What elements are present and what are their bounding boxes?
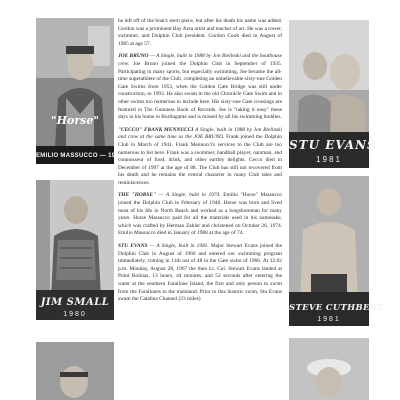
portrait-photo [36,18,123,164]
photo-horse-massucco [36,18,123,164]
article-text-column [118,18,282,309]
entry-meta: — A Single, built in 1974. [155,192,221,199]
entry-body: Frank joined the Dolphin Club in March of 1941. Frank Mennucci's services to the Club are too numerous to list here. Frank was a swimmer, handball player, oarsman, and connoisseur of food, drink, and other earthly delights. Cecco died in December of 1997 at the age of 88. The Club has still not recovered from his death and he remains the central character in many Club tales and reminiscences. [118,134,282,186]
photo-script-label: "Horse" [50,114,100,127]
entry-horse [118,192,282,238]
photo-year: 1980 [63,311,87,318]
entry-title: THE "HORSE" [118,192,156,199]
entry-title: JOE BRUNO [118,53,149,60]
photo-caption: STEVE CUTHBERT [289,303,384,313]
photo-bottom-right [289,338,369,400]
photo-stu-evans-top [289,20,377,168]
entry-title: STU EVANS [118,243,148,250]
photo-year: 1981 [317,316,341,323]
photo-year: 1981 [316,155,342,164]
portrait-photo [36,342,114,400]
photo-caption: JIM SMALL [40,297,110,308]
entry-meta: — A Single, built in 1988 by Jon Bielinski and the boathouse crew. [118,53,282,67]
photo-caption: EMILIO MASSUCCO — 1974 [36,153,123,159]
entry-joe-bruno [118,53,282,121]
intro-paragraph: he left off of the boat's stern piece, but after his death his name was added. Gordon was a prominent Bay Area artist and teacher of art. He was a rower, swimmer, and Dolphin Club president. Gordon Cook died in August of 1985 at age 57. [118,18,282,47]
entry-meta: A Single, built in 1988 by Jon Bielinski and crew at the same time as the JOE BRUNO. [118,126,283,141]
entry-meta: — A Single, built in 1981. [147,243,209,250]
photo-jim-small [36,180,114,320]
entry-frank-mennucci [118,127,282,188]
photo-bottom-left [36,342,114,400]
entry-body: Emilio "Horse" Massucco joined the Dolphin Club in February of 1948. Horse was born and lived most of his life in North Beach and worked as a longshoreman for many years. Horse Massucco paid for all the materials used in his namesake, which was crafted by Herman Zahler and christened on October 26, 1974. Emilio Massucco died in January of 1988 at the age of 74. [118,192,282,237]
photo-caption: STU EVANS [289,138,377,152]
photo-steve-cuthbert [289,176,384,326]
entry-body: Joe Bruno joined the Dolphin Club in September of 1935. Participating in many sports, but especially swimming, Joe became the all-time superathlete of the Club, completing an unbelievable sixty-one Golden Gate Swims from 1953, when the Golden Gate Bridge was still under construction, to 1993. He also swam in the old Chronicle Gate Swim and in other swims too numerous to include here. His sixty-one Gate crossings are featured in The Guinness Book of Records. Joe is "taking it easy" these days in his home in Burlingame and is missed by all his swimming buddies. [118,60,282,121]
entry-title: "CECCO" FRANK MENNUCCI [118,126,194,133]
entry-body: Major Stewart Evans joined the Dolphin Club in August of 1966 and entered our swimming program immediately, coming in 11th out of 48 in the Gate swim of 1966. At 12:02 p.m. Monday, August 28, 1967 the then Lt. Col. Stewart Evans landed at Point Bolinas, 13 hours, 44 minutes, and 52 seconds after entering the water at the southern Farallone Island, the first and only person to swim from the Farallones to the mainland. Prior to this historic swim, Stu Evans swam the Catalina Channel (23 miles) [118,243,282,303]
portrait-photo [289,338,369,400]
entry-stu-evans [118,243,282,304]
